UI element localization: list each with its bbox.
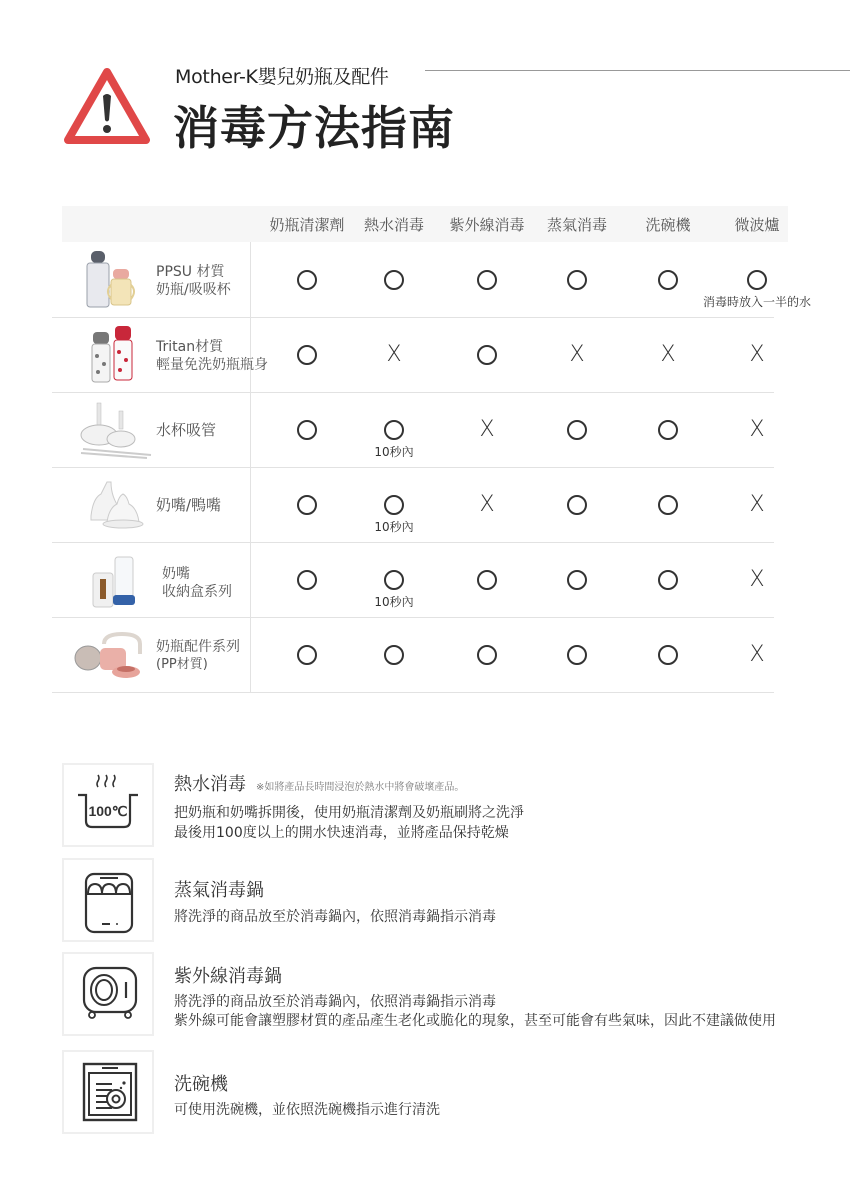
instruction-icon-box <box>62 858 154 942</box>
instruction-title: 洗碗機 <box>174 1074 228 1095</box>
circle-ok-icon <box>747 270 767 290</box>
cross-no-icon: X <box>660 342 676 367</box>
cell-note: 10秒內 <box>374 520 414 534</box>
circle-ok-icon <box>384 420 404 440</box>
circle-ok-icon <box>658 420 678 440</box>
circle-ok-icon <box>297 420 317 440</box>
cross-no-icon: X <box>749 417 765 442</box>
cross-no-icon: X <box>749 642 765 667</box>
circle-ok-icon <box>658 570 678 590</box>
instruction-line: 最後用100度以上的開水快速消毒，並將產品保持乾燥 <box>174 825 509 841</box>
instruction-line: 將洗淨的商品放至於消毒鍋內，依照消毒鍋指示消毒 <box>174 909 496 925</box>
circle-ok-icon <box>658 270 678 290</box>
column-header-steam: 蒸氣消毒 <box>546 216 608 234</box>
svg-text:100℃: 100℃ <box>88 803 128 819</box>
instruction-icon-box <box>62 763 154 847</box>
circle-ok-icon <box>297 495 317 515</box>
circle-ok-icon <box>477 345 497 365</box>
circle-ok-icon <box>384 495 404 515</box>
instruction-warning: ※如將產品長時間浸泡於熱水中將會破壞產品。 <box>256 782 465 793</box>
instruction-line: 將洗淨的商品放至於消毒鍋內，依照消毒鍋指示消毒 <box>174 994 496 1010</box>
instruction-title: 紫外線消毒鍋 <box>174 966 282 987</box>
dishwasher-icon <box>64 1052 152 1132</box>
column-header-uv: 紫外線消毒 <box>449 216 525 234</box>
circle-ok-icon <box>384 570 404 590</box>
row-label-line1: Tritan材質 <box>156 339 224 355</box>
boiling-pot-100c-icon <box>64 765 152 845</box>
column-header-microwave: 微波爐 <box>734 216 780 234</box>
row-label-line1: PPSU 材質 <box>156 264 225 280</box>
column-header-dishwasher: 洗碗機 <box>645 216 691 234</box>
circle-ok-icon <box>567 420 587 440</box>
circle-ok-icon <box>567 645 587 665</box>
cross-no-icon: X <box>569 342 585 367</box>
circle-ok-icon <box>477 570 497 590</box>
row-label-line1: 奶嘴 <box>162 566 190 582</box>
cross-no-icon: X <box>479 417 495 442</box>
row-label-line1: 奶瓶配件系列 <box>156 639 240 655</box>
cell-note: 消毒時放入一半的水 <box>702 295 812 309</box>
row-label-line2: 收納盒系列 <box>162 584 232 600</box>
circle-ok-icon <box>658 645 678 665</box>
cross-no-icon: X <box>479 492 495 517</box>
instruction-title-text: 熱水消毒 <box>174 774 246 795</box>
instruction-icon-box <box>62 1050 154 1134</box>
cross-no-icon: X <box>386 342 402 367</box>
cross-no-icon: X <box>749 492 765 517</box>
ppsu-bottle-and-sippy-cup-image <box>77 249 157 309</box>
nipple-storage-case-image <box>77 549 157 609</box>
circle-ok-icon <box>567 570 587 590</box>
row-label-line1: 水杯吸管 <box>156 421 217 439</box>
column-header-bottle-cleanser: 奶瓶清潔劑 <box>269 216 345 234</box>
row-label-line2: (PP材質) <box>156 657 208 672</box>
circle-ok-icon <box>477 270 497 290</box>
row-label-line2: 輕量免洗奶瓶瓶身 <box>156 357 268 373</box>
instruction-title <box>174 770 464 796</box>
warning-triangle-icon <box>62 66 152 148</box>
instruction-line: 把奶瓶和奶嘴拆開後，使用奶瓶清潔劑及奶瓶刷將之洗淨 <box>174 805 524 821</box>
cross-no-icon: X <box>749 342 765 367</box>
steam-sterilizer-icon <box>64 860 152 940</box>
cell-note: 10秒內 <box>374 445 414 459</box>
uv-sterilizer-icon <box>64 954 152 1034</box>
instruction-icon-box <box>62 952 154 1036</box>
row-label-line2: 奶瓶/吸吸杯 <box>156 282 231 298</box>
circle-ok-icon <box>384 645 404 665</box>
cross-no-icon: X <box>749 567 765 592</box>
row-label-line1: 奶嘴/鴨嘴 <box>156 496 222 514</box>
instruction-title: 蒸氣消毒鍋 <box>174 880 264 901</box>
circle-ok-icon <box>297 345 317 365</box>
column-header-hot-water: 熱水消毒 <box>363 216 425 234</box>
circle-ok-icon <box>658 495 678 515</box>
circle-ok-icon <box>297 645 317 665</box>
cup-straws-image <box>77 399 157 459</box>
circle-ok-icon <box>567 495 587 515</box>
instruction-line: 紫外線可能會讓塑膠材質的產品產生老化或脆化的現象，甚至可能會有些氣味，因此不建議做使用 <box>174 1013 776 1029</box>
circle-ok-icon <box>384 270 404 290</box>
circle-ok-icon <box>297 570 317 590</box>
nipples-spouts-image <box>77 474 157 534</box>
circle-ok-icon <box>297 270 317 290</box>
circle-ok-icon <box>567 270 587 290</box>
page-title: 消毒方法指南 <box>173 101 455 155</box>
instruction-line: 可使用洗碗機，並依照洗碗機指示進行清洗 <box>174 1102 440 1118</box>
circle-ok-icon <box>477 645 497 665</box>
bottle-accessories-image <box>70 624 150 684</box>
tritan-bottles-image <box>77 324 157 384</box>
header-divider <box>425 70 850 71</box>
guide-subtitle: Mother-K嬰兒奶瓶及配件 <box>175 66 389 88</box>
cell-note: 10秒內 <box>374 595 414 609</box>
